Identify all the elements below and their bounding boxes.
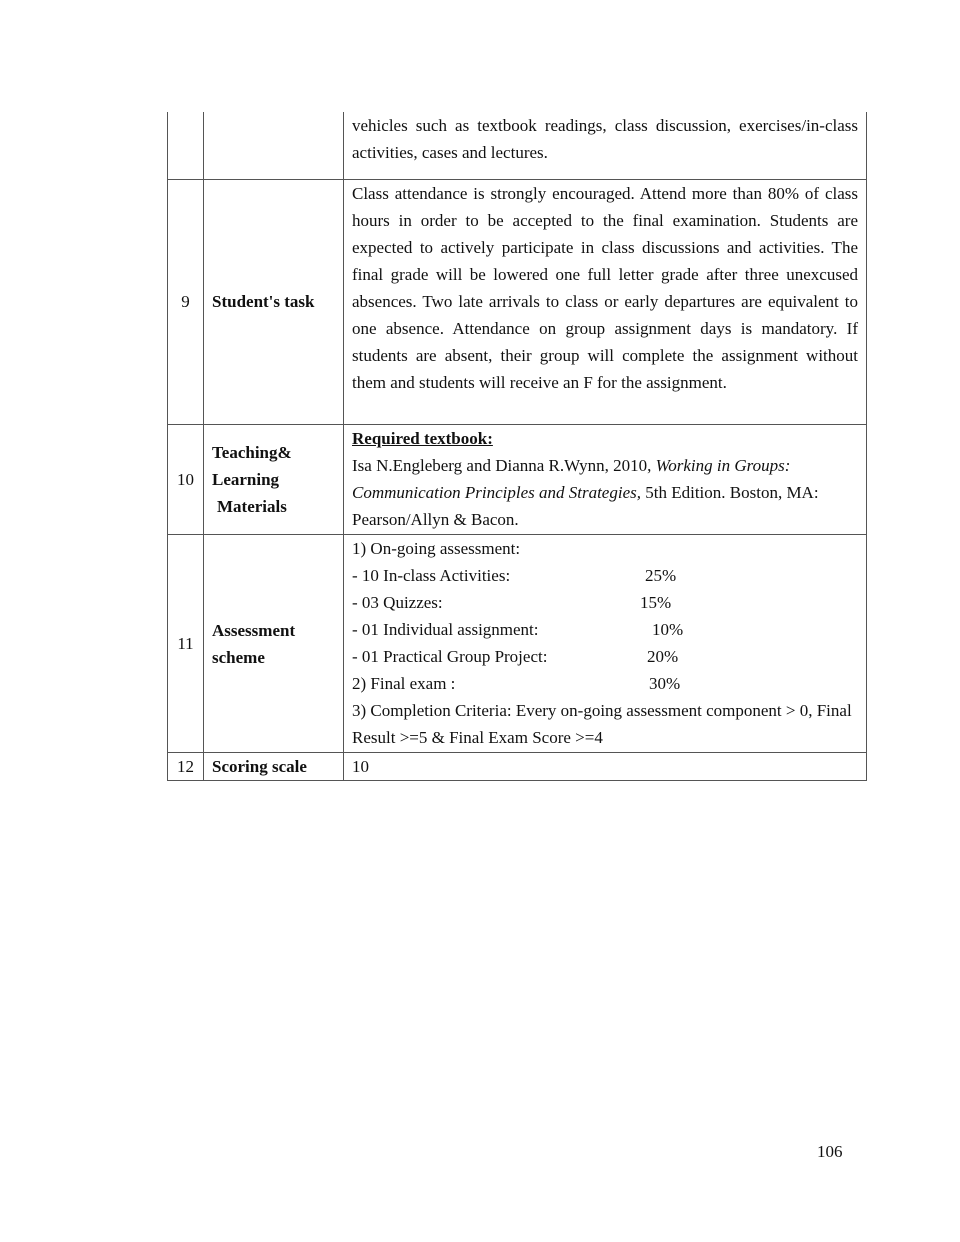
textbook-heading: Required textbook: xyxy=(352,429,493,448)
row-number xyxy=(167,112,204,179)
row-label: Assessment scheme xyxy=(204,535,344,752)
assessment-item: - 01 Practical Group Project: 20% xyxy=(352,647,679,666)
assessment-item: - 10 In-class Activities: 25% xyxy=(352,566,677,585)
row-content: Class attendance is strongly encouraged. Attend more than 80% of class hours in order to be accepted to the final examination. Students are expected to actively participate in class discussions and activities. The final grade will be lowered one full letter grade after three unexcused absences. Two late arrivals to class or early departures are equivalent to one absence. Attendance on group assignment days is mandatory. If students are absent, their group will complete the assignment without them and students will receive an F for the assignment. xyxy=(344,180,867,424)
row-label: Student's task xyxy=(204,180,344,424)
textbook-citation: Isa N.Engleberg and Dianna R.Wynn, 2010, Working in Groups: Communication Principles and Strategies, 5th Edition. Boston, MA: Pearson/Allyn & Bacon. xyxy=(352,456,819,529)
row-content xyxy=(344,535,867,752)
assessment-item: - 03 Quizzes: 15% xyxy=(352,593,672,612)
table-row-teaching-materials xyxy=(167,425,867,535)
row-number: 11 xyxy=(167,535,204,752)
syllabus-table xyxy=(167,112,867,781)
row-content xyxy=(344,425,867,534)
table-row-assessment-scheme xyxy=(167,535,867,753)
table-row-continued xyxy=(167,112,867,180)
ongoing-heading: 1) On-going assessment: xyxy=(352,539,521,558)
row-label: Teaching & Learning Materials xyxy=(204,425,344,534)
final-exam-item: 2) Final exam : 30% xyxy=(352,674,681,693)
book-title: Working in Groups: Communication Principles and Strategies, xyxy=(352,456,791,502)
table-row-students-task xyxy=(167,180,867,425)
row-content: vehicles such as textbook readings, class discussion, exercises/in-class activities, cases and lectures. xyxy=(344,112,867,179)
row-label xyxy=(204,112,344,179)
completion-criteria: 3) Completion Criteria: Every on-going assessment component > 0, Final Result >=5 & Final Exam Score >=4 xyxy=(352,701,852,747)
row-number: 12 xyxy=(167,753,204,780)
row-content: 10 xyxy=(344,753,867,780)
row-number: 9 xyxy=(167,180,204,424)
row-number: 10 xyxy=(167,425,204,534)
row-label: Scoring scale xyxy=(204,753,344,780)
assessment-item: - 01 Individual assignment: 10% xyxy=(352,620,684,639)
table-row-scoring-scale xyxy=(167,753,867,781)
page-number: 106 xyxy=(817,1142,843,1161)
